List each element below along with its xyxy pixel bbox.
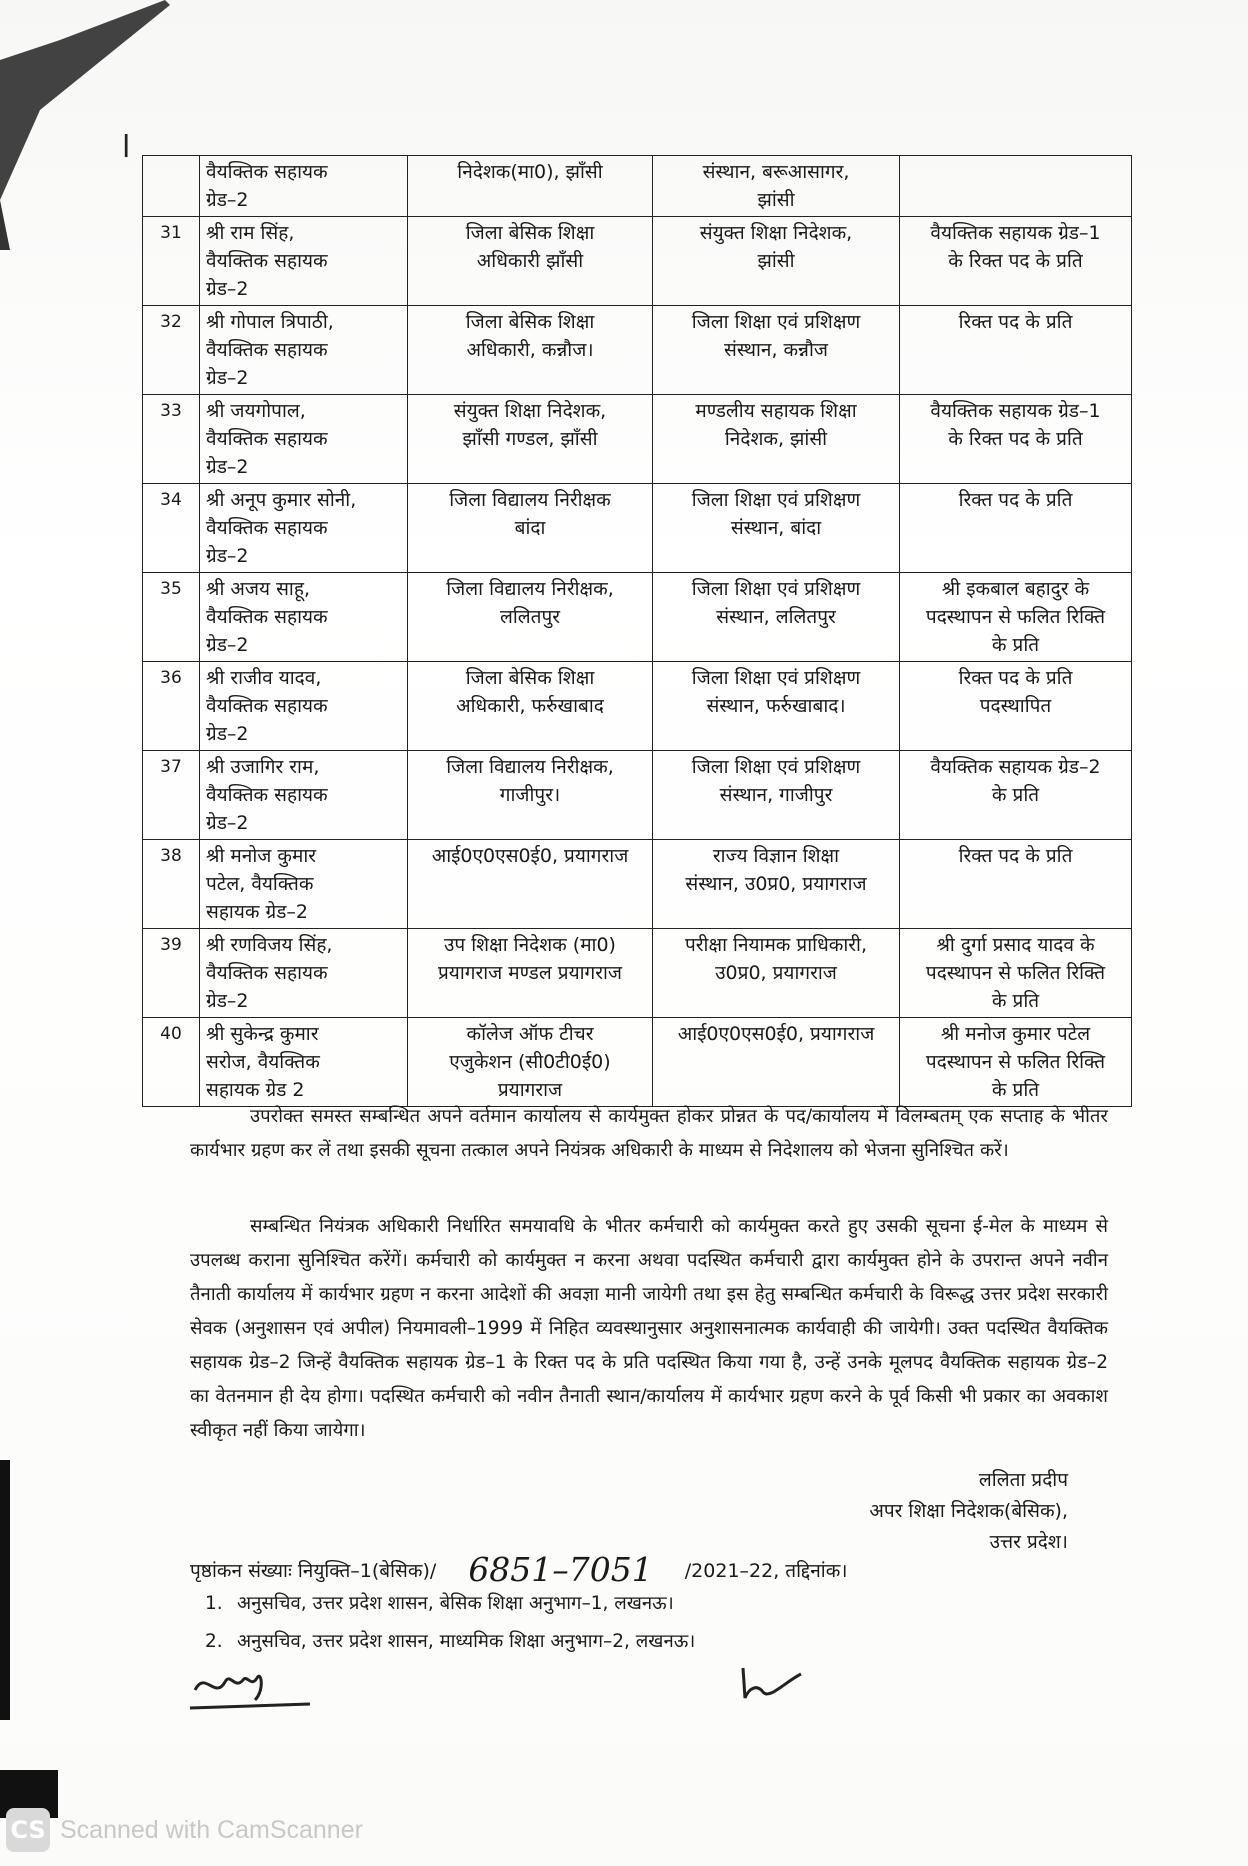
cell-line: जिला विद्यालय निरीक्षक [449, 489, 611, 511]
cell-line: वैयक्तिक सहायक ग्रेड–1 [930, 222, 1101, 244]
list-item: 2. अनुसचिव, उत्तर प्रदेश शासन, माध्यमिक शिक्षा अनुभाग–2, लखनऊ। [205, 1631, 696, 1652]
cell-line: ग्रेड–2 [206, 545, 249, 567]
cell-from [408, 306, 653, 395]
reference-prefix: पृष्ठांकन संख्याः नियुक्ति–1(बेसिक)/ [190, 1560, 437, 1582]
cell-line: संस्थान, बरूआसागर, [702, 161, 850, 183]
signatory-name: ललिता प्रदीप [978, 1469, 1068, 1491]
cell-line: पदस्थापित [979, 695, 1052, 717]
cell-remark [900, 929, 1132, 1018]
signatory-state: उत्तर प्रदेश। [989, 1531, 1068, 1553]
cell-line: वैयक्तिक सहायक [206, 517, 328, 539]
cell-line: परीक्षा नियामक प्राधिकारी, [684, 934, 868, 956]
camscanner-logo: CS [6, 1808, 50, 1852]
watermark-text: Scanned with CamScanner [60, 1815, 363, 1844]
cell-name [200, 306, 408, 395]
cell-from [408, 840, 653, 929]
cell-remark [900, 751, 1132, 840]
cell-line: के रिक्त पद के प्रति [948, 428, 1083, 450]
cell-line: जिला बेसिक शिक्षा [465, 667, 595, 689]
cell-remark [900, 662, 1132, 751]
paragraph-2-text: सम्बन्धित नियंत्रक अधिकारी निर्धारित समयावधि के भीतर कर्मचारी को कार्यमुक्त करते हुए उसकी सूचना ई-मेल के माध्यम से उपलब्ध कराना सुनिश्चित करेंगें। कर्मचारी को कार्यमुक्त न करना अथवा पदस्थित कर्मचारी द्वारा कार्यमुक्त होने के उपरान्त अपने नवीन तैनाती कार्यालय में कार्यभार ग्रहण न करना आदेशों की अवज्ञा मानी जायेगी तथा इस हेतु सम्बन्धित कर्मचारी के विरूद्ध उत्तर प्रदेश सरकारी सेवक (अनुशासन एवं अपील) नियमावली–1999 में निहित व्यवस्थानुसार अनुशासनात्मक कार्यवाही की जायेगी। उक्त पदस्थित वैयक्तिक सहायक ग्रेड–2 जिन्हें वैयक्तिक सहायक ग्रेड–1 के रिक्त पद के प्रति पदस्थित किया गया है, उन्हें उनके मूलपद वैयक्तिक सहायक ग्रेड–2 का वेतनमान ही देय होगा। पदस्थित कर्मचारी को नवीन तैनाती स्थान/कार्यालय में कार्यभार ग्रहण करने के पूर्व किसी भी प्रकार का अवकाश स्वीकृत नहीं किया जायेगा। [190, 1216, 1108, 1441]
cell-line: सहायक ग्रेड 2 [206, 1079, 305, 1101]
cell-line: वैयक्तिक सहायक [206, 161, 328, 183]
cell-line: पदस्थापन से फलित रिक्ति [925, 962, 1106, 984]
cell-to [653, 395, 900, 484]
cell-line: श्री राजीव यादव, [206, 667, 322, 689]
cell-remark [900, 395, 1132, 484]
cell-name [200, 929, 408, 1018]
cell-num: 31 [143, 217, 200, 306]
cell-line: संस्थान, फर्रुखाबाद। [706, 695, 846, 717]
cell-line: अधिकारी झाँसी [476, 250, 584, 272]
cell-line: रिक्त पद के प्रति [958, 311, 1073, 333]
cell-num: 32 [143, 306, 200, 395]
cell-remark [900, 484, 1132, 573]
cell-to [653, 662, 900, 751]
cell-to [653, 751, 900, 840]
cell-line: एजुकेशन (सी0टी0ई0) [449, 1051, 611, 1073]
cell-line: वैयक्तिक सहायक ग्रेड–1 [930, 400, 1101, 422]
paragraph-2 [190, 1210, 1108, 1448]
table-row [143, 217, 1132, 306]
cell-from [408, 395, 653, 484]
cell-line: संयुक्त शिक्षा निदेशक, [699, 222, 853, 244]
cell-line: वैयक्तिक सहायक [206, 962, 328, 984]
cell-remark [900, 217, 1132, 306]
cell-line: श्री अजय साहू, [206, 578, 310, 600]
table-row [143, 840, 1132, 929]
cell-from [408, 662, 653, 751]
cell-num [143, 156, 200, 217]
cell-line: राज्य विज्ञान शिक्षा [712, 845, 840, 867]
cell-line: आई0ए0एस0ई0, प्रयागराज [677, 1023, 875, 1045]
cell-line: अधिकारी, फर्रुखाबाद [456, 695, 604, 717]
cell-line: श्री मनोज कुमार [206, 845, 317, 867]
cell-line: श्री उजागिर राम, [206, 756, 320, 778]
cell-num: 34 [143, 484, 200, 573]
transfer-table [142, 155, 1132, 1107]
paragraph-1-text: उपरोक्त समस्त सम्बन्धित अपने वर्तमान कार्यालय से कार्यमुक्त होकर प्रोन्नत के पद/कार्यालय में विलम्बतम् एक सप्ताह के भीतर कार्यभार ग्रहण कर लें तथा इसकी सूचना तत्काल अपने नियंत्रक अधिकारी के माध्यम से निदेशालय को भेजना सुनिश्चित करें। [190, 1106, 1108, 1161]
cell-line: निदेशक(मा0), झाँसी [457, 161, 603, 183]
cell-line: के रिक्त पद के प्रति [948, 250, 1083, 272]
cell-name [200, 840, 408, 929]
cell-line: ग्रेड–2 [206, 456, 249, 478]
cell-line: के प्रति [991, 634, 1040, 656]
signature-initials-left [185, 1660, 315, 1720]
cell-remark [900, 573, 1132, 662]
cell-line: वैयक्तिक सहायक [206, 606, 328, 628]
table-row [143, 573, 1132, 662]
cell-line: गाजीपुर। [499, 784, 561, 806]
cell-num: 33 [143, 395, 200, 484]
cell-line: जिला विद्यालय निरीक्षक, [446, 756, 614, 778]
cell-line: जिला विद्यालय निरीक्षक, [446, 578, 614, 600]
cell-line: अधिकारी, कन्नौज। [466, 339, 594, 361]
cell-to [653, 840, 900, 929]
cell-num: 37 [143, 751, 200, 840]
cell-line: झाँसी गण्डल, झाँसी [462, 428, 598, 450]
cell-remark [900, 1018, 1132, 1107]
handwritten-number: 6851–7051 [468, 1550, 653, 1589]
cell-line: श्री रणविजय सिंह, [206, 934, 333, 956]
cell-to [653, 929, 900, 1018]
table-row [143, 1018, 1132, 1107]
cell-line: ग्रेड–2 [206, 634, 249, 656]
cell-line: पदस्थापन से फलित रिक्ति [925, 606, 1106, 628]
cell-line: झांसी [757, 189, 795, 211]
cell-remark [900, 840, 1132, 929]
cell-line: श्री इकबाल बहादुर के [941, 578, 1090, 600]
list-item: 1. अनुसचिव, उत्तर प्रदेश शासन, बेसिक शिक्षा अनुभाग–1, लखनऊ। [205, 1593, 674, 1614]
cell-line: सरोज, वैयक्तिक [206, 1051, 320, 1073]
signatory-designation: अपर शिक्षा निदेशक(बेसिक), [869, 1500, 1068, 1522]
cell-from [408, 156, 653, 217]
cell-line: जिला बेसिक शिक्षा [465, 311, 595, 333]
scan-edge-shadow [0, 1460, 10, 1720]
cell-line: ग्रेड–2 [206, 723, 249, 745]
cell-line: संस्थान, बांदा [730, 517, 822, 539]
cell-line: ग्रेड–2 [206, 278, 249, 300]
cell-name [200, 573, 408, 662]
camscanner-watermark [6, 1808, 363, 1852]
table-row [143, 395, 1132, 484]
cell-line: के प्रति [991, 990, 1040, 1012]
table-row [143, 306, 1132, 395]
cell-line: संस्थान, ललितपुर [716, 606, 836, 628]
cell-line: वैयक्तिक सहायक [206, 695, 328, 717]
cell-num: 39 [143, 929, 200, 1018]
cell-line: ग्रेड–2 [206, 189, 249, 211]
table-row [143, 751, 1132, 840]
cell-to [653, 484, 900, 573]
cell-line: ग्रेड–2 [206, 367, 249, 389]
cell-line: वैयक्तिक सहायक [206, 339, 328, 361]
cell-to [653, 1018, 900, 1107]
cell-name [200, 217, 408, 306]
cell-line: उप शिक्षा निदेशक (मा0) [444, 934, 616, 956]
cell-line: जिला शिक्षा एवं प्रशिक्षण [691, 489, 861, 511]
table-row [143, 156, 1132, 217]
cell-name [200, 395, 408, 484]
cell-line: जिला शिक्षा एवं प्रशिक्षण [691, 756, 861, 778]
cell-num: 40 [143, 1018, 200, 1107]
cell-line: ग्रेड–2 [206, 812, 249, 834]
cell-to [653, 306, 900, 395]
cell-line: श्री सुकेन्द्र कुमार [206, 1023, 319, 1045]
cell-line: वैयक्तिक सहायक [206, 428, 328, 450]
cell-line: कॉलेज ऑफ टीचर [466, 1023, 594, 1045]
cell-line: श्री राम सिंह, [206, 222, 295, 244]
cell-num: 36 [143, 662, 200, 751]
cell-line: श्री जयगोपाल, [206, 400, 306, 422]
cell-line: संस्थान, उ0प्र0, प्रयागराज [685, 873, 867, 895]
cell-remark [900, 156, 1132, 217]
cell-line: के प्रति [991, 1079, 1040, 1101]
cell-name [200, 751, 408, 840]
cell-num: 35 [143, 573, 200, 662]
cell-name [200, 484, 408, 573]
signatory-block [869, 1465, 1068, 1558]
cell-line: निदेशक, झांसी [724, 428, 828, 450]
cell-line: प्रयागराज [497, 1079, 563, 1101]
cell-line: मण्डलीय सहायक शिक्षा [695, 400, 857, 422]
cell-line: वैयक्तिक सहायक [206, 784, 328, 806]
cell-line: वैयक्तिक सहायक [206, 250, 328, 272]
cell-line: उ0प्र0, प्रयागराज [715, 962, 837, 984]
cell-line: रिक्त पद के प्रति [958, 489, 1073, 511]
cell-line: प्रयागराज मण्डल प्रयागराज [438, 962, 622, 984]
cell-line: जिला शिक्षा एवं प्रशिक्षण [691, 311, 861, 333]
cell-line: जिला शिक्षा एवं प्रशिक्षण [691, 578, 861, 600]
cell-name [200, 662, 408, 751]
cell-line: रिक्त पद के प्रति [958, 845, 1073, 867]
reference-suffix: /2021–22, तद्दिनांक। [684, 1560, 848, 1582]
cell-name [200, 156, 408, 217]
cell-line: पदस्थापन से फलित रिक्ति [925, 1051, 1106, 1073]
cell-line: संस्थान, गाजीपुर [719, 784, 833, 806]
cell-line: झांसी [757, 250, 795, 272]
cell-line: आई0ए0एस0ई0, प्रयागराज [431, 845, 629, 867]
cell-line: श्री दुर्गा प्रसाद यादव के [936, 934, 1095, 956]
cell-line: श्री अनूप कुमार सोनी, [206, 489, 357, 511]
cell-line: जिला शिक्षा एवं प्रशिक्षण [691, 667, 861, 689]
cell-name [200, 1018, 408, 1107]
cell-line: बांदा [514, 517, 546, 539]
signature-initials-right [735, 1660, 805, 1710]
cell-line: श्री गोपाल त्रिपाठी, [206, 311, 334, 333]
reference-number [190, 1550, 848, 1589]
cell-line: पटेल, वैयक्तिक [206, 873, 314, 895]
paragraph-1 [190, 1100, 1108, 1168]
cell-line: सहायक ग्रेड–2 [206, 901, 308, 923]
table-row [143, 929, 1132, 1018]
cell-line: रिक्त पद के प्रति [958, 667, 1073, 689]
cell-line: वैयक्तिक सहायक ग्रेड–2 [930, 756, 1101, 778]
table-row [143, 662, 1132, 751]
cell-to [653, 156, 900, 217]
cell-line: संस्थान, कन्नौज [724, 339, 828, 361]
cell-line: ग्रेड–2 [206, 990, 249, 1012]
cell-line: संयुक्त शिक्षा निदेशक, [453, 400, 607, 422]
copy-list [205, 1585, 695, 1661]
cell-to [653, 217, 900, 306]
check-mark: ⅼ [122, 130, 131, 165]
cell-from [408, 484, 653, 573]
cell-line: ललितपुर [499, 606, 561, 628]
cell-line: जिला बेसिक शिक्षा [465, 222, 595, 244]
cell-from [408, 573, 653, 662]
cell-line: श्री मनोज कुमार पटेल [940, 1023, 1091, 1045]
cell-from [408, 217, 653, 306]
table-row [143, 484, 1132, 573]
cell-num: 38 [143, 840, 200, 929]
cell-from [408, 751, 653, 840]
cell-remark [900, 306, 1132, 395]
cell-to [653, 573, 900, 662]
cell-from [408, 1018, 653, 1107]
cell-from [408, 929, 653, 1018]
cell-line: के प्रति [991, 784, 1040, 806]
